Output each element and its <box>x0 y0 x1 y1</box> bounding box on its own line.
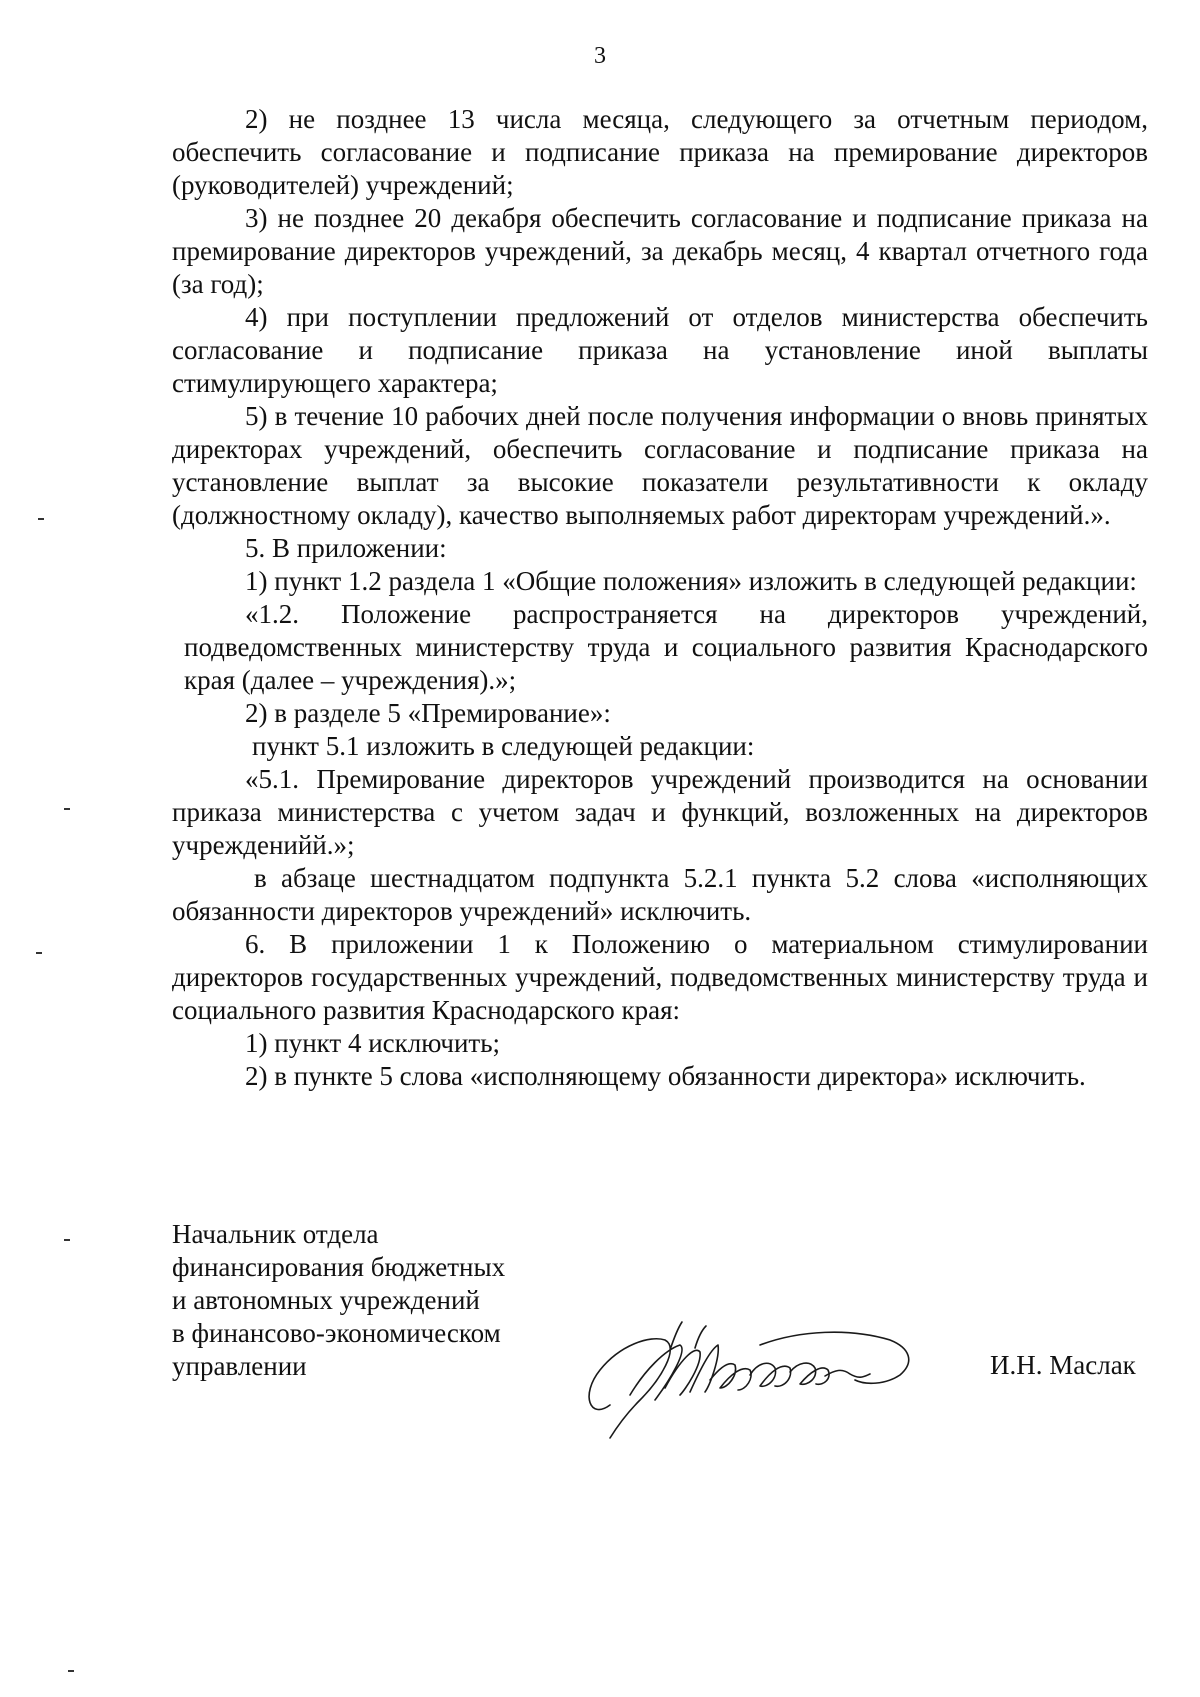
paragraph: 2) в разделе 5 «Премирование»: <box>245 698 611 728</box>
signer-position <box>172 1218 572 1383</box>
paragraph: 5. В приложении: <box>245 533 447 563</box>
signer-position-line: финансирования бюджетных <box>172 1252 506 1282</box>
paragraph: 4) при поступлении предложений от отделов министерства обеспечить согласование и подписание приказа на установление иной выплаты стимулирующего характера; <box>172 302 1148 398</box>
handwritten-signature <box>570 1300 930 1440</box>
paragraph: 2) не позднее 13 числа месяца, следующего за отчетным периодом, обеспечить согласование и подписание приказа на премирование директоров (руководителей) учреждений; <box>172 104 1148 200</box>
signer-position-line: управлении <box>172 1351 307 1381</box>
paragraph: 5) в течение 10 рабочих дней после получения информации о вновь принятых директорах учреждений, обеспечить согласование и подписание приказа на установление выплат за высокие показатели результативности к окладу (должностному окладу), качество выполняемых работ директорам учреждений.». <box>172 401 1148 530</box>
signer-position-line: Начальник отдела <box>172 1219 379 1249</box>
margin-mark <box>64 808 70 810</box>
paragraph: в абзаце шестнадцатом подпункта 5.2.1 пункта 5.2 слова «исполняющих обязанности директоров учреждений» исключить. <box>172 863 1148 926</box>
document-body <box>172 103 1148 1093</box>
quoted-paragraph: «1.2. Положение распространяется на директоров учреждений, подведомственных министерству труда и социального развития Краснодарского края (далее – учреждения).»; <box>184 599 1148 695</box>
page-number: 3 <box>594 43 606 69</box>
margin-mark <box>38 518 44 520</box>
signer-position-line: в финансово-экономическом <box>172 1318 501 1348</box>
paragraph: 1) пункт 4 исключить; <box>245 1028 501 1058</box>
margin-mark <box>68 1670 74 1672</box>
signer-position-line: и автономных учреждений <box>172 1285 480 1315</box>
signer-name: И.Н. Маслак <box>990 1350 1136 1380</box>
paragraph: 1) пункт 1.2 раздела 1 «Общие положения» изложить в следующей редакции: <box>245 566 1137 596</box>
quoted-paragraph: «5.1. Премирование директоров учреждений производится на основании приказа министерства с учетом задач и функций, возложенных на директоров учрежденийй.»; <box>172 764 1148 860</box>
margin-mark <box>64 1239 70 1241</box>
paragraph: 3) не позднее 20 декабря обеспечить согласование и подписание приказа на премирование директоров учреждений, за декабрь месяц, 4 квартал отчетного года (за год); <box>172 203 1148 299</box>
paragraph: пункт 5.1 изложить в следующей редакции: <box>252 731 755 761</box>
margin-mark <box>36 952 42 954</box>
paragraph: 2) в пункте 5 слова «исполняющему обязанности директора» исключить. <box>245 1061 1086 1091</box>
paragraph: 6. В приложении 1 к Положению о материальном стимулировании директоров государственных учреждений, подведомственных министерству труда и социального развития Краснодарского края: <box>172 929 1148 1025</box>
